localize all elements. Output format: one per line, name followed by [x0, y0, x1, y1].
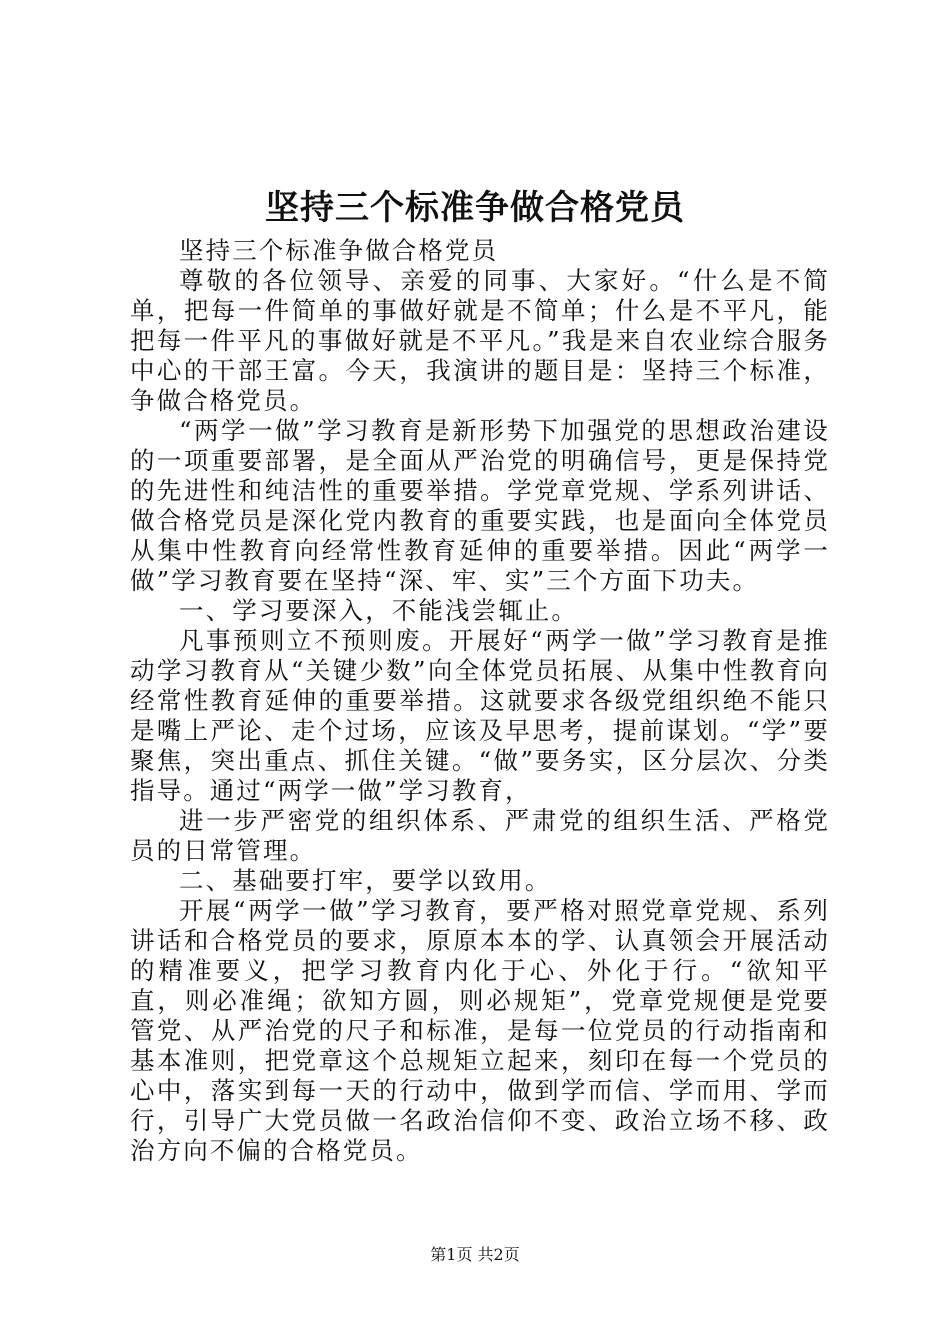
- section-heading: 一、学习要深入，不能浅尝辄止。: [179, 596, 578, 625]
- paragraph: 尊敬的各位领导、亲爱的同事、大家好。“什么是不简单，把每一件简单的事做好就是不简单；什么是不平凡，能把每一件平凡的事做好就是不平凡。”我是来自农业综合服务中心的干部王富。今天，我演讲的题目是：坚持三个标准，争做合格党员。: [130, 266, 830, 415]
- section-heading: 二、基础要打牢，要学以致用。: [179, 866, 552, 895]
- page-number-footer: 第1页 共2页: [430, 1245, 520, 1264]
- paragraph: 坚持三个标准争做合格党员: [179, 236, 499, 265]
- paragraph: 凡事预则立不预则废。开展好“两学一做”学习教育是推动学习教育从“关键少数”向全体党员拓展、从集中性教育向经常性教育延伸的重要举措。这就要求各级党组织绝不能只是嘴上严论、走个过场，应该及早思考，提前谋划。“学”要聚焦，突出重点、抓住关键。“做”要务实，区分层次、分类指导。通过“两学一做”学习教育，: [130, 626, 830, 805]
- paragraph: 进一步严密党的组织体系、严肃党的组织生活、严格党员的日常管理。: [130, 806, 830, 865]
- paragraph: 开展“两学一做”学习教育，要严格对照党章党规、系列讲话和合格党员的要求，原原本本的学、认真领会开展活动的精准要义，把学习教育内化于心、外化于行。“欲知平直，则必准绳；欲知方圆，则必规矩”，党章党规便是党要管党、从严治党的尺子和标准，是每一位党员的行动指南和基本准则，把党章这个总规矩立起来，刻印在每一个党员的心中，落实到每一天的行动中，做到学而信、学而用、学而行，引导广大党员做一名政治信仰不变、政治立场不移、政治方向不偏的合格党员。: [130, 896, 830, 1165]
- document-title: 坚持三个标准争做合格党员: [265, 188, 685, 228]
- paragraph: “两学一做”学习教育是新形势下加强党的思想政治建设的一项重要部署，是全面从严治党的明确信号，更是保持党的先进性和纯洁性的重要举措。学党章党规、学系列讲话、做合格党员是深化党内教育的重要实践，也是面向全体党员从集中性教育向经常性教育延伸的重要举措。因此“两学一做”学习教育要在坚持“深、牢、实”三个方面下功夫。: [130, 416, 830, 595]
- document-body: [130, 236, 830, 1166]
